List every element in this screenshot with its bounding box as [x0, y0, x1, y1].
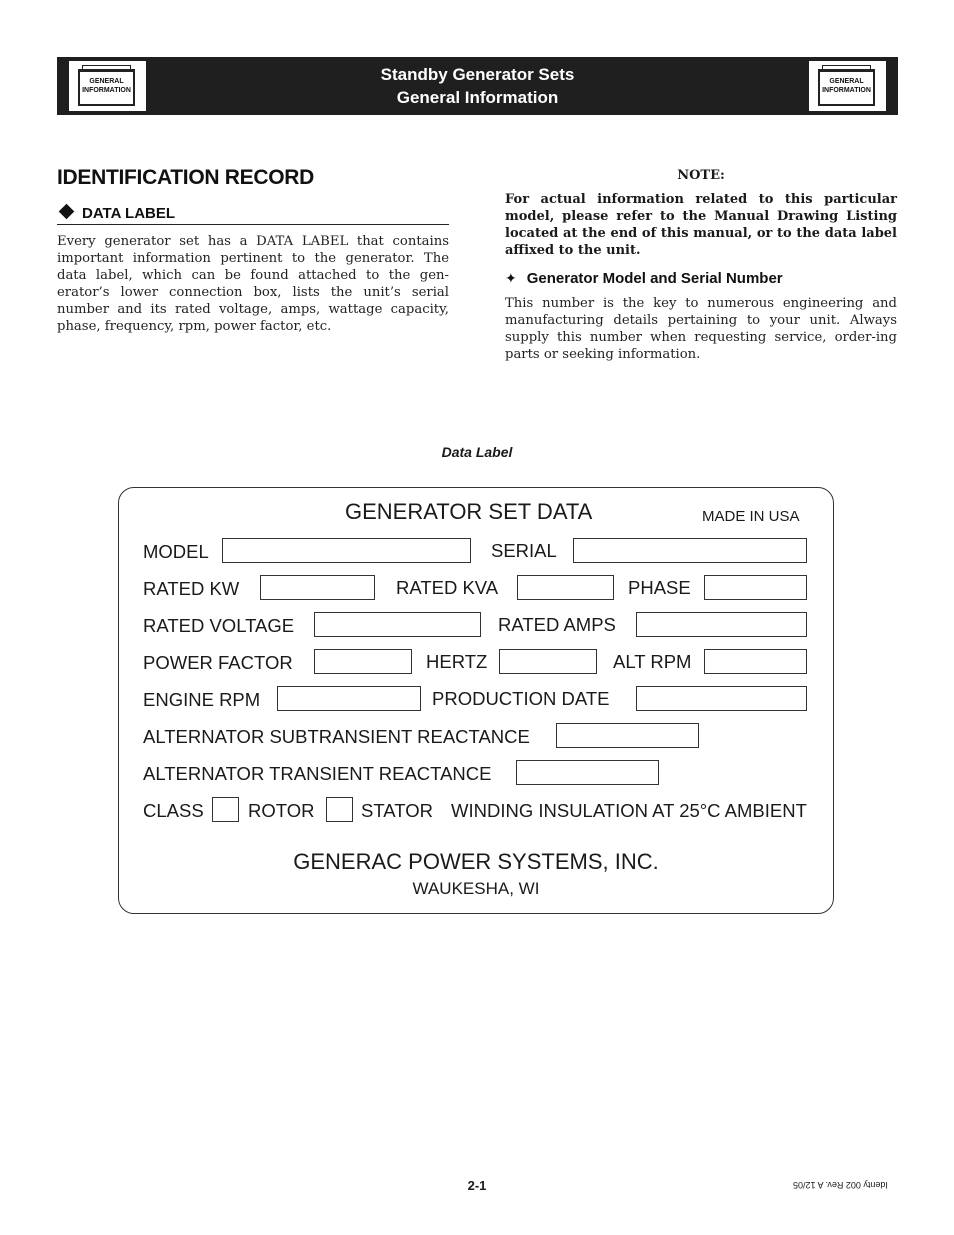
rated-amps-label: RATED AMPS — [498, 614, 616, 635]
serial-number-heading — [505, 270, 783, 287]
rated-kva-label: RATED KVA — [396, 577, 499, 598]
serial-number-paragraph: This number is the key to numerous engineering and manufacturing details pertaining to your unit. Always supply this number when requesting service, order-ing parts or seeking information. — [505, 296, 897, 362]
phase-box — [704, 575, 807, 600]
rated-kva-box — [517, 575, 614, 600]
rated-voltage-label: RATED VOLTAGE — [143, 615, 295, 636]
subtransient-reactance-box — [556, 723, 699, 748]
phase-label: PHASE — [628, 577, 691, 598]
binder-tab-shape — [818, 69, 875, 106]
header-title — [57, 63, 898, 109]
made-in-usa: MADE IN USA — [702, 508, 800, 525]
data-label-heading-text: DATA LABEL — [82, 205, 176, 222]
hertz-label: HERTZ — [426, 651, 488, 672]
model-box — [222, 538, 471, 563]
diamond-bullet-icon — [59, 204, 75, 220]
section-title: IDENTIFICATION RECORD — [57, 166, 314, 189]
star-bullet-icon: ✦ — [505, 270, 517, 286]
class-label: CLASS — [143, 800, 204, 821]
winding-insulation-label: WINDING INSULATION AT 25°C AMBIENT — [451, 800, 807, 821]
company-name: GENERAC POWER SYSTEMS, INC. — [293, 849, 659, 874]
transient-reactance-label: ALTERNATOR TRANSIENT REACTANCE — [143, 763, 492, 784]
header-title-line2: General Information — [396, 88, 559, 107]
rated-kw-box — [260, 575, 375, 600]
production-date-box — [636, 686, 807, 711]
transient-reactance-box — [516, 760, 659, 785]
rated-voltage-box — [314, 612, 481, 637]
rated-amps-box — [636, 612, 807, 637]
document-code: Identy 002 Rev. A 12/05 — [793, 1180, 888, 1190]
stator-label: STATOR — [361, 800, 433, 821]
power-factor-label: POWER FACTOR — [143, 652, 293, 673]
production-date-label: PRODUCTION DATE — [432, 688, 610, 709]
tab-label-line2: INFORMATION — [82, 87, 131, 94]
figure-caption: Data Label — [441, 444, 513, 460]
serial-label: SERIAL — [491, 540, 557, 561]
hertz-box — [499, 649, 597, 674]
class-stator-box — [326, 797, 353, 822]
data-label-heading — [57, 205, 449, 225]
tab-label-line2: INFORMATION — [822, 87, 871, 94]
engine-rpm-box — [277, 686, 421, 711]
data-label-figure — [118, 487, 834, 914]
label-title: GENERATOR SET DATA — [345, 499, 593, 524]
note-title: NOTE: — [677, 168, 725, 183]
rotor-label: ROTOR — [248, 800, 315, 821]
alt-rpm-box — [704, 649, 807, 674]
model-label: MODEL — [143, 541, 209, 562]
page-number: 2-1 — [467, 1178, 487, 1193]
engine-rpm-label: ENGINE RPM — [143, 689, 261, 710]
note-body: For actual information related to this particular model, please refer to the Manual Drawing Listing located at the end of this manual, or to the data label affixed to the unit. — [505, 192, 897, 258]
class-rotor-box — [212, 797, 239, 822]
rated-kw-label: RATED KW — [143, 578, 240, 599]
company-city: WAUKESHA, WI — [412, 879, 540, 898]
data-label-paragraph: Every generator set has a DATA LABEL that contains important information pertinent to the generator. The data label, which can be found attached to the gen-erator’s lower connection box, lists the unit’s serial number and its rated voltage, amps, wattage capacity, phase, frequency, rpm, power factor, etc. — [57, 234, 449, 334]
power-factor-box — [314, 649, 412, 674]
serial-number-heading-text: Generator Model and Serial Number — [526, 270, 783, 287]
subtransient-reactance-label: ALTERNATOR SUBTRANSIENT REACTANCE — [143, 726, 530, 747]
page-header — [57, 57, 898, 115]
serial-box — [573, 538, 807, 563]
alt-rpm-label: ALT RPM — [613, 651, 692, 672]
general-information-tab-icon-right — [809, 61, 886, 111]
header-title-line1: Standby Generator Sets — [380, 65, 575, 84]
tab-label-line1: GENERAL — [89, 78, 124, 85]
tab-label-line1: GENERAL — [829, 78, 864, 85]
